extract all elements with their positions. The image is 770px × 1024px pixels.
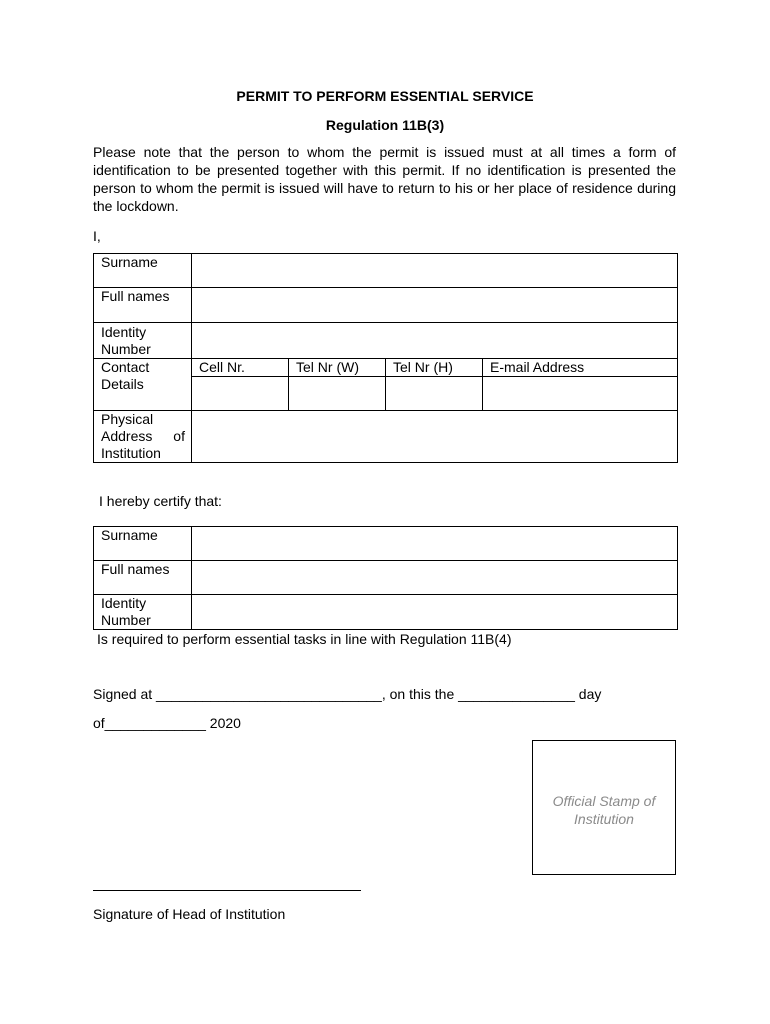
date-line[interactable]: of_____________ 2020 bbox=[93, 715, 241, 731]
table-row bbox=[94, 561, 678, 595]
email-field[interactable] bbox=[483, 377, 678, 411]
signature-line[interactable] bbox=[93, 890, 361, 891]
certify-full-names-label: Full names bbox=[94, 561, 192, 595]
table-row bbox=[94, 323, 678, 359]
identity-number-label: Identity Number bbox=[94, 323, 192, 359]
table-row bbox=[94, 254, 678, 288]
certify-full-names-field[interactable] bbox=[192, 561, 678, 595]
document-title: PERMIT TO PERFORM ESSENTIAL SERVICE bbox=[236, 88, 534, 104]
certify-identity-number-label: Identity Number bbox=[94, 595, 192, 630]
physical-address-label: Physical Address of Institution bbox=[94, 411, 192, 463]
table-row bbox=[94, 527, 678, 561]
certify-table bbox=[93, 526, 678, 630]
full-names-field[interactable] bbox=[192, 288, 678, 323]
surname-field[interactable] bbox=[192, 254, 678, 288]
certify-surname-field[interactable] bbox=[192, 527, 678, 561]
signed-at-line[interactable]: Signed at _____________________________, on this the _______________ day bbox=[93, 686, 602, 702]
certify-surname-label: Surname bbox=[94, 527, 192, 561]
intro-paragraph: Please note that the person to whom the permit is issued must at all times a form of identification to be presented together with this permit. If no identification is presented the person to whom the permit is issued will have to return to his or her place of residence during the lockdown. bbox=[93, 144, 676, 214]
applicant-table bbox=[93, 253, 678, 463]
cell-field[interactable] bbox=[192, 377, 289, 411]
i-line: I, bbox=[93, 228, 101, 244]
full-names-label: Full names bbox=[94, 288, 192, 323]
certify-heading: I hereby certify that: bbox=[99, 493, 222, 509]
table-row bbox=[94, 595, 678, 630]
surname-label: Surname bbox=[94, 254, 192, 288]
physical-address-field[interactable] bbox=[192, 411, 678, 463]
official-stamp-box bbox=[532, 740, 676, 875]
email-header: E-mail Address bbox=[483, 359, 678, 377]
tel-w-header: Tel Nr (W) bbox=[289, 359, 386, 377]
tel-h-field[interactable] bbox=[386, 377, 483, 411]
regulation-heading: Regulation 11B(3) bbox=[325, 117, 445, 133]
tel-w-field[interactable] bbox=[289, 377, 386, 411]
required-text: Is required to perform essential tasks in line with Regulation 11B(4) bbox=[97, 631, 512, 647]
contact-details-label: Contact Details bbox=[94, 359, 192, 411]
identity-number-field[interactable] bbox=[192, 323, 678, 359]
signature-label: Signature of Head of Institution bbox=[93, 906, 286, 922]
certify-identity-number-field[interactable] bbox=[192, 595, 678, 630]
stamp-label: Official Stamp of Institution bbox=[552, 793, 656, 827]
table-row bbox=[94, 359, 678, 377]
table-row bbox=[94, 411, 678, 463]
tel-h-header: Tel Nr (H) bbox=[386, 359, 483, 377]
table-row bbox=[94, 288, 678, 323]
cell-header: Cell Nr. bbox=[192, 359, 289, 377]
